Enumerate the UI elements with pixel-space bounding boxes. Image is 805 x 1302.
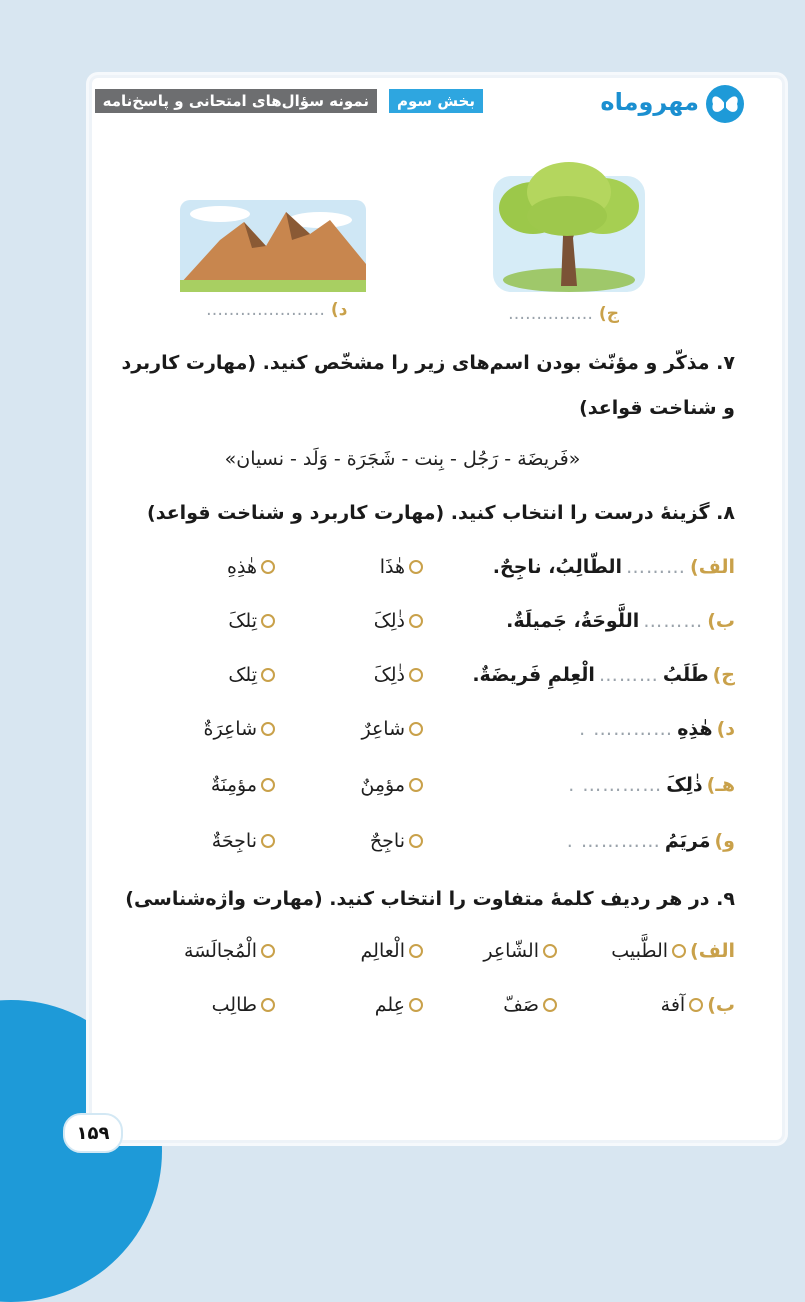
answer-blank: ………: [643, 610, 704, 632]
radio-circle-icon[interactable]: [689, 998, 703, 1012]
mountain-icon: [180, 200, 366, 292]
row-label: ب): [707, 994, 735, 1016]
radio-circle-icon[interactable]: [261, 834, 275, 848]
caption-letter: د): [330, 300, 348, 320]
radio-circle-icon[interactable]: [543, 998, 557, 1012]
option-label: الْعالِم: [360, 940, 405, 962]
stem-text: هٰذِهِ: [677, 718, 713, 740]
butterfly-icon: [705, 84, 745, 124]
option-label: مؤمِنَةٌ: [210, 774, 257, 796]
stem-text: اللَّوحَةُ، جَمیلَةٌ.: [506, 610, 640, 632]
row-label: و): [714, 830, 735, 852]
q9-option-4[interactable]: [212, 994, 275, 1016]
option-label: تِلکَ: [228, 610, 257, 632]
option-2[interactable]: [228, 664, 275, 686]
radio-circle-icon[interactable]: [409, 834, 423, 848]
q8-stem: [472, 664, 735, 686]
option-2[interactable]: [228, 610, 275, 632]
q9-option-2[interactable]: [503, 994, 557, 1016]
question-8-title: ۸. گزینهٔ درست را انتخاب کنید. (مهارت کاربرد و شناخت قواعد): [147, 502, 735, 524]
option-label: طالِب: [211, 994, 257, 1016]
question-7-line-2: و شناخت قواعد): [579, 397, 735, 419]
option-label: ناجِحٌ: [369, 830, 405, 852]
option-label: مؤمِنٌ: [360, 774, 405, 796]
option-label: شاعِرٌ: [361, 718, 405, 740]
stem-text: ذٰلِکَ: [666, 774, 703, 796]
radio-circle-icon[interactable]: [261, 560, 275, 574]
option-label: هٰذَا: [379, 556, 405, 578]
stem-text-end: الْعِلمِ فَریضَةٌ.: [472, 664, 595, 686]
radio-circle-icon[interactable]: [543, 944, 557, 958]
caption-letter: ج): [598, 304, 619, 324]
stem-text: مَریَمُ: [664, 830, 711, 852]
answer-blank: …………………: [206, 300, 325, 320]
option-label: هٰذِهِ: [227, 556, 257, 578]
answer-blank: ………… .: [566, 830, 661, 852]
q8-stem: [567, 830, 735, 852]
option-label: تِلک: [228, 664, 257, 686]
option-label: الطَّبیب: [611, 940, 669, 962]
row-label: ج): [712, 664, 735, 686]
question-9-title: ۹. در هر ردیف کلمهٔ متفاوت را انتخاب کنید. (مهارت واژه‌شناسی): [125, 888, 735, 910]
q8-stem: [506, 610, 735, 632]
stem-text: طَلَبُ: [662, 664, 709, 686]
q8-stem: [493, 556, 735, 578]
q8-row-a: [0, 556, 805, 588]
row-label: الف): [690, 940, 735, 962]
radio-circle-icon[interactable]: [261, 722, 275, 736]
radio-circle-icon[interactable]: [409, 722, 423, 736]
q9-option-3[interactable]: [361, 940, 423, 962]
option-2[interactable]: [212, 830, 275, 852]
radio-circle-icon[interactable]: [409, 560, 423, 574]
option-1[interactable]: [360, 774, 423, 796]
option-2[interactable]: [211, 774, 275, 796]
option-label: ذٰلِکَ: [373, 610, 405, 632]
option-1[interactable]: [380, 556, 423, 578]
radio-circle-icon[interactable]: [409, 778, 423, 792]
chapter-title: نمونه سؤال‌های امتحانی و پاسخ‌نامه: [95, 89, 377, 113]
q9-option-2[interactable]: [483, 940, 557, 962]
q8-row-c: [0, 664, 805, 696]
radio-circle-icon[interactable]: [409, 998, 423, 1012]
q8-stem: [568, 774, 735, 796]
option-2[interactable]: [204, 718, 275, 740]
radio-circle-icon[interactable]: [672, 944, 686, 958]
option-label: ذٰلِکَ: [373, 664, 405, 686]
q9-option-3[interactable]: [375, 994, 423, 1016]
option-1[interactable]: [370, 830, 423, 852]
option-1[interactable]: [374, 664, 423, 686]
answer-blank: ………… .: [579, 718, 674, 740]
q9-row-b: [0, 994, 805, 1026]
radio-circle-icon[interactable]: [261, 668, 275, 682]
question-7-word-list: «فَریضَة - رَجُل - بِنت - شَجَرَة - وَلَد - نسیان»: [224, 448, 581, 470]
q9-option-1[interactable]: [611, 940, 735, 962]
q9-option-4[interactable]: [184, 940, 275, 962]
q8-row-b: [0, 610, 805, 642]
option-label: آفة: [660, 994, 686, 1016]
radio-circle-icon[interactable]: [409, 668, 423, 682]
picture-caption-c: [508, 304, 619, 324]
radio-circle-icon[interactable]: [261, 614, 275, 628]
q9-option-1[interactable]: [661, 994, 735, 1016]
option-label: ناجِحَةٌ: [211, 830, 257, 852]
row-label: د): [716, 718, 735, 740]
radio-circle-icon[interactable]: [409, 614, 423, 628]
q8-row-d: [0, 718, 805, 750]
row-label: الف): [690, 556, 735, 578]
question-7-line-1: ۷. مذکّر و مؤنّث بودن اسم‌های زیر را مشخّص کنید. (مهارت کاربرد: [121, 352, 735, 374]
option-1[interactable]: [374, 610, 423, 632]
q9-row-a: [0, 940, 805, 972]
row-label: هـ): [706, 774, 735, 796]
stem-text: الطّالِبُ، ناجِحٌ.: [492, 556, 623, 578]
answer-blank: ……………: [508, 304, 593, 324]
radio-circle-icon[interactable]: [409, 944, 423, 958]
option-label: الشّاعِر: [483, 940, 539, 962]
picture-caption-d: [206, 300, 347, 320]
option-label: شاعِرَةٌ: [203, 718, 257, 740]
header: [102, 84, 745, 124]
radio-circle-icon[interactable]: [261, 998, 275, 1012]
brand-logo: [535, 84, 745, 124]
answer-blank: ………… .: [568, 774, 663, 796]
section-badge: بخش سوم: [389, 89, 483, 113]
option-2[interactable]: [227, 556, 275, 578]
q8-stem: [579, 718, 735, 740]
tree-icon: [493, 156, 645, 292]
q8-row-f: [0, 830, 805, 862]
answer-blank: ………: [626, 556, 687, 578]
row-label: ب): [707, 610, 735, 632]
answer-blank: ………: [598, 664, 659, 686]
page-number: ۱۵۹: [63, 1113, 123, 1153]
option-1[interactable]: [361, 718, 423, 740]
radio-circle-icon[interactable]: [261, 778, 275, 792]
radio-circle-icon[interactable]: [261, 944, 275, 958]
option-label: صَفّ: [503, 994, 539, 1016]
option-label: عِلم: [374, 994, 405, 1016]
q8-row-e: [0, 774, 805, 806]
brand-name: مهروماه: [600, 88, 699, 116]
option-label: الْمُجالَسَة: [183, 940, 257, 962]
